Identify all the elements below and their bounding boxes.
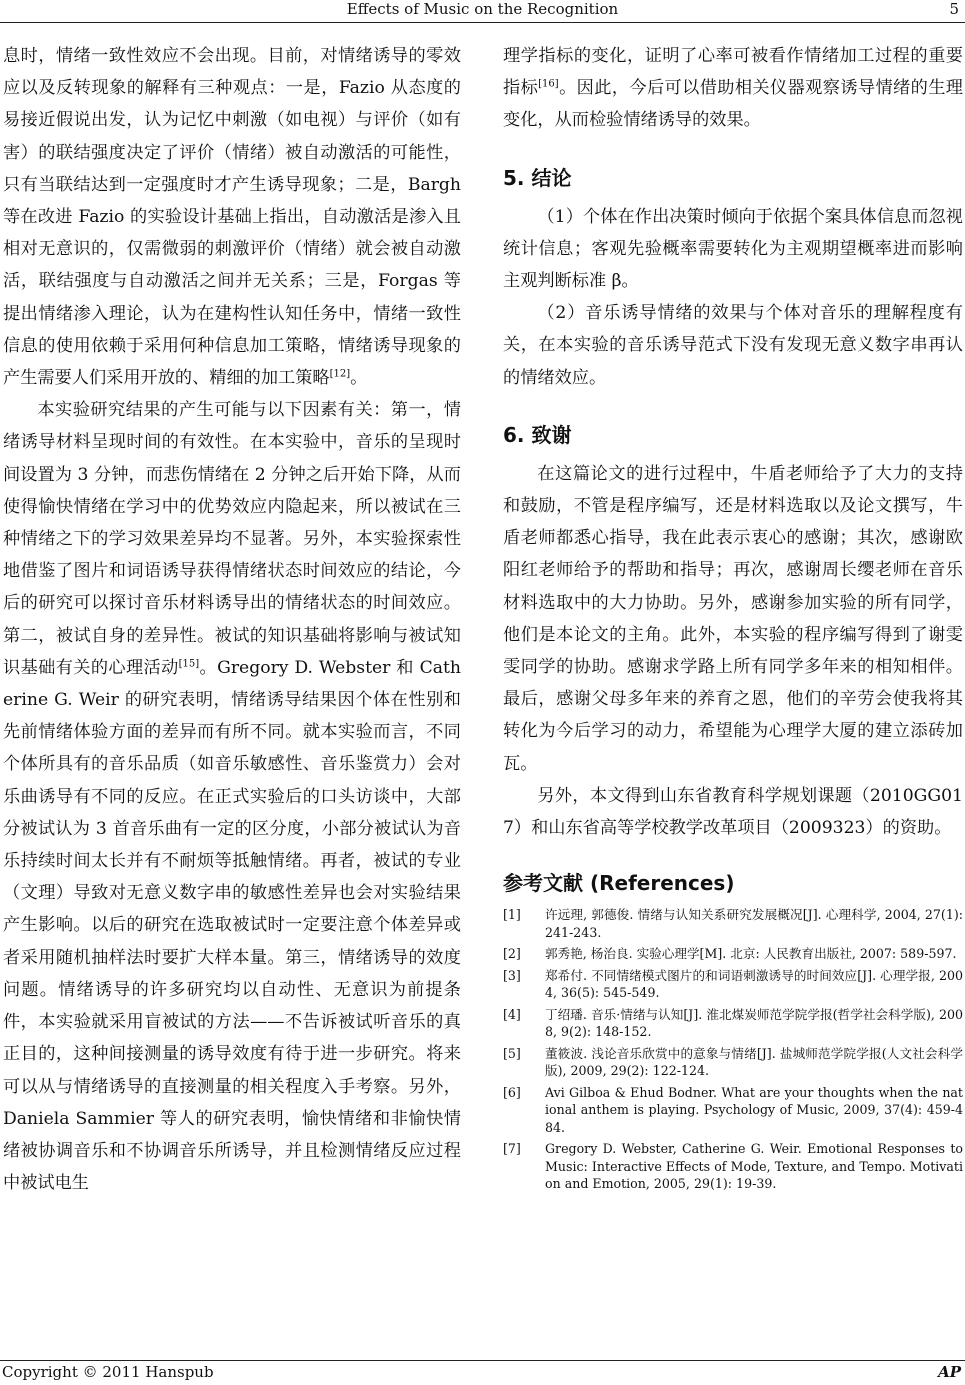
reference-list: [503, 906, 963, 1193]
paragraph-text: 本实验研究结果的产生可能与以下因素有关：第一，情绪诱导材料呈现时间的有效性。在本实验中，音乐的呈现时间设置为 3 分钟，而悲伤情绪在 2 分钟之后开始下降，从而使得愉快情绪在学习中的优势效应内隐起来，所以被试在三种情绪之下的学习效果差异均不显著。另外，本实验探索性地借鉴了图片和词语诱导获得情绪状态时间效应的结论，今后的研究可以探讨音乐材料诱导出的情绪状态的时间效应。第二，被试自身的差异性。被试的知识基础将影响与被试知识基础有关的心理活动: [3, 400, 461, 678]
citation[interactable]: [15]: [178, 658, 200, 670]
paragraph: （1）个体在作出决策时倾向于依据个案具体信息而忽视统计信息；客观先验概率需要转化为主观期望概率进而影响主观判断标准 β。: [503, 206, 963, 292]
reference-item: [503, 1045, 963, 1080]
reference-number: [6]: [503, 1084, 521, 1100]
right-column: [503, 40, 963, 1197]
reference-text: 丁绍璠. 音乐·情绪与认知[J]. 淮北煤炭师范学院学报(哲学社会科学版), 2008, 9(2): 148-152.: [545, 1006, 963, 1040]
paragraph-text: 息时，情绪一致性效应不会出现。目前，对情绪诱导的零效应以及反转现象的解释有三种观点：一是，Fazio 从态度的易接近假说出发，认为记忆中刺激（如电视）与评价（如有害）的联结强度决定了评价（情绪）被自动激活的可能性，只有当联结达到一定强度时才产生诱导现象；二是，Bargh 等在改进 Fazio 的实验设计基础上指出，自动激活是渗入且相对无意识的，仅需微弱的刺激评价（情绪）就会被自动激活，联结强度与自动激活之间并无关系；三是，Forgas 等提出情绪渗入理论，认为在建构性认知任务中，情绪一致性信息的使用依赖于采用何种信息加工策略，情绪诱导现象的产生需要人们采用开放的、精细的加工策略: [3, 46, 461, 389]
reference-number: [7]: [503, 1141, 521, 1157]
reference-item: [503, 1006, 963, 1041]
section-heading-conclusion: 5. 结论: [503, 165, 572, 190]
reference-number: [4]: [503, 1006, 521, 1022]
paragraph-text: 。因此，今后可以借助相关仪器观察诱导情绪的生理变化，从而检验情绪诱导的效果。: [503, 78, 963, 131]
paragraph-text: 。: [350, 368, 368, 389]
citation[interactable]: [16]: [538, 78, 559, 90]
running-title: Effects of Music on the Recognition: [346, 0, 619, 18]
paragraph-text: 理学指标的变化，证明了心率可被看作情绪加工过程的重要指标: [503, 46, 963, 99]
citation[interactable]: [12]: [329, 368, 351, 380]
page-number: 5: [949, 0, 959, 18]
left-column: [3, 40, 461, 1199]
header-rule: [0, 22, 965, 23]
footer-rule: [0, 1360, 965, 1361]
paragraph: [3, 394, 461, 1199]
copyright: Copyright © 2011 Hanspub: [2, 1363, 214, 1381]
reference-text: 郑希付. 不同情绪模式图片的和词语刺激诱导的时间效应[J]. 心理学报, 2004, 36(5): 545-549.: [545, 967, 963, 1001]
reference-number: [2]: [503, 946, 521, 962]
paragraph: [3, 40, 461, 394]
reference-number: [3]: [503, 967, 521, 983]
reference-text: 董筱波. 浅论音乐欣赏中的意象与情绪[J]. 盐城师范学院学报(人文社会科学版), 2009, 29(2): 122-124.: [545, 1045, 963, 1079]
paragraph: 另外，本文得到山东省教育科学规划课题（2010GG017）和山东省高等学校教学改革项目（2009323）的资助。: [503, 785, 963, 839]
reference-number: [1]: [503, 907, 521, 923]
reference-item: [503, 906, 963, 941]
reference-item: [503, 1140, 963, 1193]
paragraph: 在这篇论文的进行过程中，牛盾老师给予了大力的支持和鼓励，不管是程序编写，还是材料选取以及论文撰写，牛盾老师都悉心指导，我在此表示衷心的感谢；其次，感谢欧阳红老师给予的帮助和指导；再次，感谢周长缨老师在音乐材料选取中的大力协助。另外，感谢参加实验的所有同学，他们是本论文的主角。此外，本实验的程序编写得到了谢雯雯同学的协助。感谢求学路上所有同学多年来的相知相伴。最后，感谢父母多年来的养育之恩，他们的辛劳会使我将其转化为今后学习的动力，希望能为心理学大厦的建立添砖加瓦。: [503, 463, 963, 774]
paragraph: （2）音乐诱导情绪的效果与个体对音乐的理解程度有关，在本实验的音乐诱导范式下没有发现无意义数字串再认的情绪效应。: [503, 303, 963, 388]
reference-text: 许远理, 郭德俊. 情绪与认知关系研究发展概况[J]. 心理科学, 2004, 27(1): 241-243.: [545, 907, 963, 940]
reference-number: [5]: [503, 1045, 521, 1061]
paragraph: [503, 40, 963, 137]
reference-item: [503, 945, 963, 963]
reference-text: 郭秀艳, 杨治良. 实验心理学[M]. 北京: 人民教育出版社, 2007: 589-597.: [545, 946, 957, 962]
paragraph-text: 。Gregory D. Webster 和 Catherine G. Weir 的研究表明，情绪诱导结果因个体在性别和先前情绪体验方面的差异而有所不同。就本实验而言，不同个体所具有的音乐品质（如音乐敏感性、音乐鉴赏力）会对乐曲诱导有不同的反应。在正式实验后的口头访谈中，大部分被试认为 3 首音乐曲有一定的区分度，小部分被试认为音乐持续时间太长并有不耐烦等抵触情绪。再者，被试的专业（文理）导致对无意义数字串的敏感性差异也会对实验结果产生影响。以后的研究在选取被试时一定要注意个体差异或者采用随机抽样法时要扩大样本量。第三，情绪诱导的效度问题。情绪诱导的许多研究均以自动性、无意识为前提条件，本实验就采用盲被试的方法——不告诉被试听音乐的真正目的，这种间接测量的诱导效度有待于进一步研究。将来可以从与情绪诱导的直接测量的相关程度入手考察。另外，Daniela Sammier 等人的研究表明，愉快情绪和非愉快情绪被协调音乐和不协调音乐所诱导，并且检测情绪反应过程中被试电生: [3, 657, 461, 1194]
reference-item: [503, 1084, 963, 1137]
section-heading-acknowledgements: 6. 致谢: [503, 422, 572, 447]
reference-item: [503, 967, 963, 1002]
section-heading-references: 参考文献 (References): [503, 871, 735, 896]
journal-abbrev: AP: [938, 1363, 961, 1381]
reference-text: Avi Gilboa & Ehud Bodner. What are your thoughts when the national anthem is playing. Psychology of Music, 2009, 37(4): 459-484.: [545, 1084, 963, 1135]
reference-text: Gregory D. Webster, Catherine G. Weir. Emotional Responses to Music: Interactive Effects of Mode, Texture, and Tempo. Motivation and Emotion, 2005, 29(1): 19-39.: [545, 1141, 963, 1192]
page-header: [0, 0, 965, 22]
